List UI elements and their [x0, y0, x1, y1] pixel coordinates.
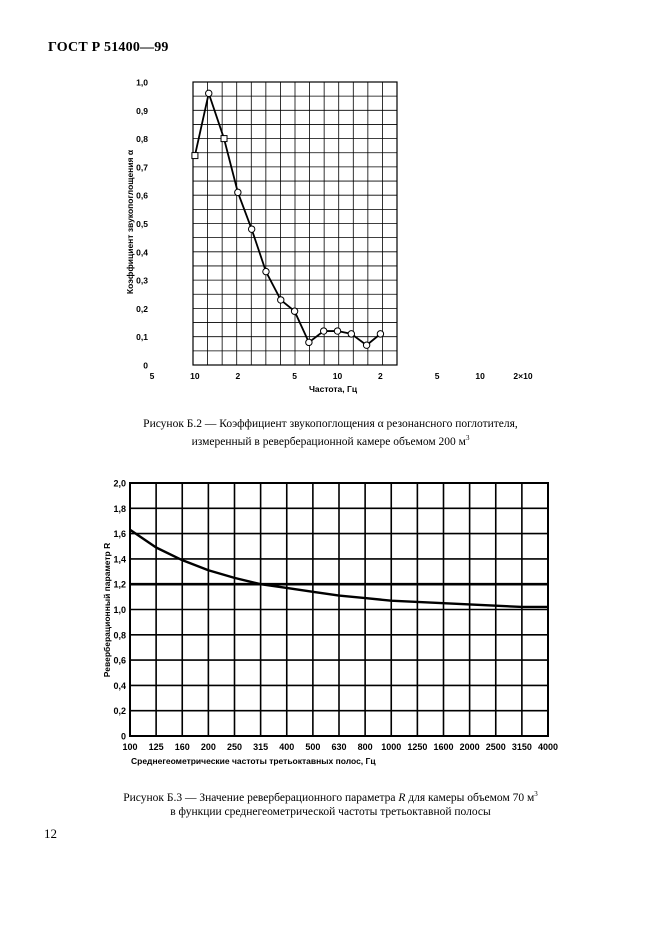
caption-b3-sup: 3	[534, 790, 538, 798]
caption-b3-text-b: для камеры объемом 70 м	[405, 791, 535, 804]
chart1-xtick-label: 10	[475, 371, 485, 381]
chart2-xtick-label: 1250	[407, 742, 428, 752]
chart1-xlabel: Частота, Гц	[308, 384, 358, 394]
chart2-xtick-label: 500	[305, 742, 321, 752]
chart2-xtick-label: 125	[148, 742, 164, 752]
chart2-ylabel: Реверберационный параметр R	[102, 542, 112, 678]
chart1-series-line	[195, 93, 381, 345]
chart1-data-point	[363, 342, 369, 348]
chart1-ytick-label: 0,9	[136, 105, 148, 116]
chart1-ytick-label: 1,0	[136, 77, 148, 88]
chart2-xtick-label: 3150	[511, 742, 532, 752]
chart2-xtick-label: 800	[357, 742, 373, 752]
chart1-ytick-label: 0,1	[136, 332, 148, 343]
chart-reverberation-parameter	[102, 479, 558, 767]
page-number: 12	[44, 826, 57, 841]
chart2-ytick-label: 0,6	[113, 655, 126, 666]
chart1-ytick-label: 0,2	[136, 303, 148, 314]
chart1-xtick-label: 10	[332, 371, 343, 381]
chart1-ytick-label: 0,8	[136, 134, 148, 145]
document-id: ГОСТ Р 51400—99	[48, 40, 169, 55]
chart1-data-point	[206, 90, 212, 96]
chart2-ytick-label: 2,0	[113, 478, 126, 489]
chart2-xtick-label: 160	[174, 742, 190, 752]
caption-b3-line2: в функции среднегеометрической частоты третьоктавной полосы	[170, 805, 491, 818]
chart1-data-point	[320, 328, 326, 334]
chart1-ytick-label: 0,6	[136, 190, 148, 201]
chart1-data-point	[348, 331, 354, 337]
chart1-ytick-label: 0,4	[136, 247, 148, 258]
chart2-ytick-label: 0,2	[113, 706, 126, 717]
chart2-xtick-label: 630	[331, 742, 347, 752]
chart2-ytick-label: 0	[120, 731, 126, 742]
caption-b3-text-a: Рисунок Б.3 — Значение реверберационного параметра	[123, 791, 399, 804]
chart2-ytick-label: 1,0	[113, 605, 126, 615]
chart2-xlabel: Среднегеометрические частоты третьоктавных полос, Гц	[131, 756, 376, 766]
chart2-xtick-label: 315	[253, 742, 269, 752]
chart1-xtick-label: 2	[235, 371, 241, 381]
chart1-data-point	[306, 339, 312, 345]
chart1-xtick-label: 2	[378, 371, 383, 381]
chart2-ytick-label: 1,6	[113, 529, 126, 540]
caption-b2-line2-text: измеренный в реверберационной камере объемом 200 м	[191, 435, 466, 448]
caption-b2-sup: 3	[465, 434, 470, 442]
chart1-xtick-label: 5	[434, 371, 440, 381]
chart1-data-point	[221, 136, 227, 142]
caption-b3-var: R	[398, 791, 406, 804]
figure-caption-b2	[0, 417, 661, 449]
chart1-ytick-label: 0,5	[136, 219, 148, 229]
chart2-xtick-label: 2000	[459, 742, 480, 752]
caption-b2-line2	[0, 431, 661, 449]
chart-absorption-coefficient	[125, 78, 533, 395]
chart2-ytick-label: 0,4	[113, 680, 126, 691]
chart1-data-point	[263, 268, 269, 274]
chart2-ytick-label: 0,8	[113, 630, 126, 641]
chart2-xtick-label: 200	[200, 742, 216, 752]
chart1-data-point	[235, 189, 241, 195]
chart2-ytick-label: 1,4	[113, 554, 126, 565]
chart1-xtick-label: 5	[292, 371, 297, 381]
chart2-ytick-label: 1,2	[113, 579, 126, 590]
chart2-xtick-label: 250	[226, 742, 243, 752]
chart2-xtick-label: 400	[279, 742, 295, 752]
chart2-ytick-label: 1,8	[113, 503, 126, 514]
chart1-data-point	[278, 297, 284, 303]
chart1-data-point	[334, 328, 340, 334]
chart1-data-point	[377, 331, 383, 337]
caption-b3-line1	[0, 787, 661, 805]
caption-b2-line1: Рисунок Б.2 — Коэффициент звукопоглощения α резонансного поглотителя,	[143, 418, 518, 430]
figure-caption-b3	[0, 787, 661, 819]
chart1-ylabel: Коэффициент звукопоглощения α	[125, 149, 135, 295]
chart1-data-point	[248, 226, 254, 232]
chart1-xtick-label: 10	[190, 371, 200, 381]
chart1-ytick-label: 0,7	[136, 162, 148, 173]
chart1-xtick-label: 5	[149, 371, 155, 381]
chart1-ytick-label: 0,3	[136, 275, 148, 286]
chart2-xtick-label: 4000	[537, 742, 559, 752]
chart2-xtick-label: 100	[122, 742, 138, 752]
chart2-xtick-label: 2500	[485, 742, 506, 752]
chart1-data-point	[192, 153, 198, 159]
chart1-ytick-label: 0	[143, 360, 148, 371]
chart2-xtick-label: 1000	[381, 742, 402, 752]
chart2-xtick-label: 1600	[433, 742, 454, 752]
chart1-xtick-label: 2×10	[513, 371, 533, 381]
chart1-data-point	[291, 308, 297, 314]
